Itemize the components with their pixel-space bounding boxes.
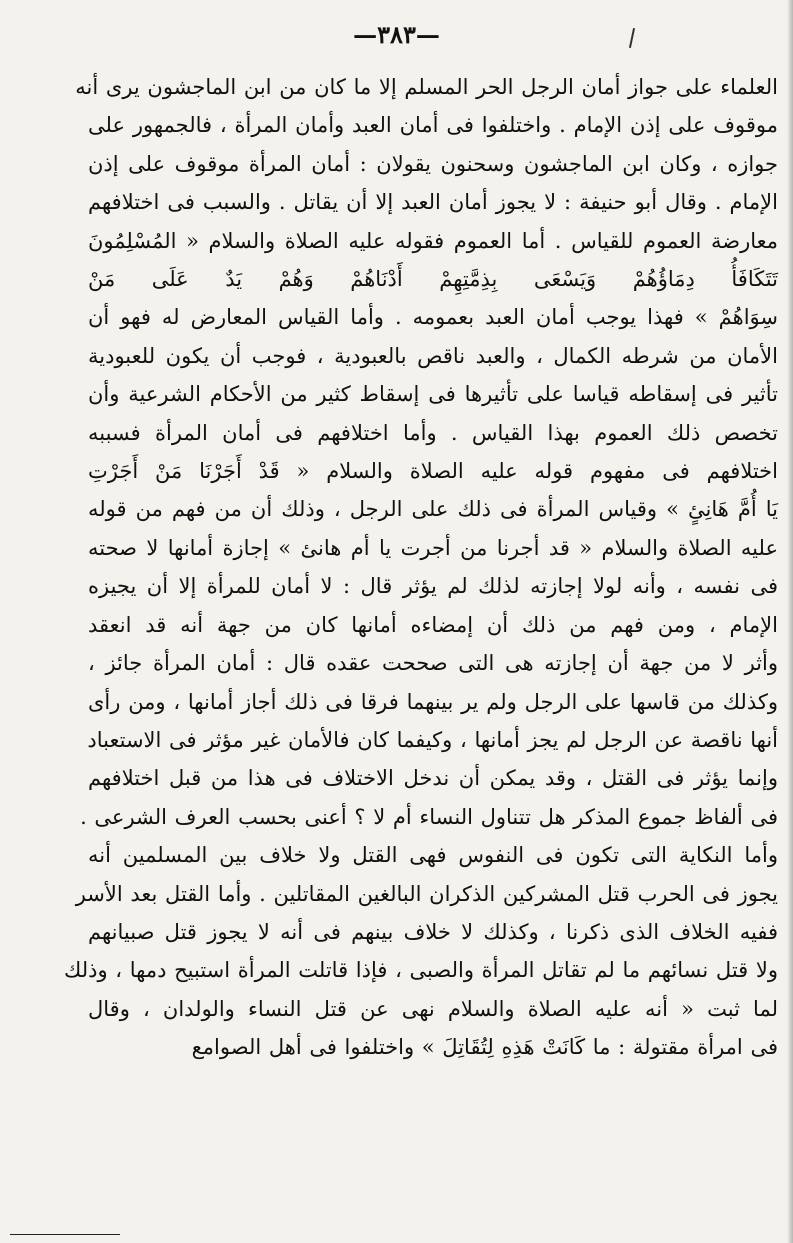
text-line: لما ثبت « أنه عليه الصلاة والسلام نهى عن قتل النساء والولدان ، وقال bbox=[88, 996, 778, 1021]
page-edge-shadow bbox=[787, 0, 793, 1243]
text-line: موقوف على إذن الإمام . واختلفوا فى أمان العبد وأمان المرأة ، فالجمهور على bbox=[88, 113, 778, 138]
text-line: وإنما يؤثر فى القتل ، وقد يمكن أن ندخل الاختلاف فى هذا من قبل اختلافهم bbox=[88, 766, 778, 791]
text-line: الأمان من شرطه الكمال ، والعبد ناقص بالعبودية ، فوجب أن يكون للعبودية bbox=[88, 343, 778, 368]
text-line: معارضة العموم للقياس . أما العموم فقوله عليه الصلاة والسلام « المُسْلِمُونَ bbox=[88, 228, 778, 253]
text-line: سِوَاهُمْ » فهذا يوجب أمان العبد بعمومه . وأما القياس المعارض له فهو أن bbox=[88, 305, 778, 330]
text-line: جوازه ، وكان ابن الماجشون وسحنون يقولان : أمان المرأة موقوف على إذن bbox=[88, 151, 778, 176]
text-line: العلماء على جواز أمان الرجل الحر المسلم إلا ما كان من ابن الماجشون يرى أنه bbox=[75, 75, 778, 99]
text-line: يجوز فى الحرب قتل المشركين الذكران البالغين المقاتلين . وأما القتل بعد الأسر bbox=[75, 881, 778, 906]
text-line: فى ألفاظ جموع المذكر هل تتناول النساء أم لا ؟ أعنى بحسب العرف الشرعى . bbox=[80, 804, 778, 829]
text-line: تأثير فى إسقاطه قياسا على تأثيرها فى إسقاط كثير من الأحكام الشرعية وأن bbox=[88, 382, 778, 407]
text-line: تَتَكَافَأُ دِمَاؤُهُمْ وَيَسْعَى بِذِمَّتِهِمْ أَدْنَاهُمْ وَهُمْ يَدٌ عَلَى مَنْ bbox=[88, 267, 778, 292]
page-number: —٣٨٣— bbox=[353, 20, 440, 49]
text-line: ففيه الخلاف الذى ذكرنا ، وكذلك لا خلاف بينهم فى أنه لا يجوز قتل صبيانهم bbox=[88, 919, 778, 944]
text-line: يَا أُمَّ هَانِئٍ » وقياس المرأة فى ذلك على الرجل ، وذلك أن من فهم من قوله bbox=[88, 497, 778, 522]
text-line: أنها ناقصة عن الرجل لم يجز أمانها ، وكيفما كان فالأمان غير مؤثر فى الاستعباد bbox=[87, 727, 778, 752]
bottom-edge-mark bbox=[10, 1234, 120, 1235]
text-line: عليه الصلاة والسلام « قد أجرنا من أجرت يا أم هانئ » إجازة أمانها لا صحته bbox=[88, 535, 778, 560]
text-line: فى امرأة مقتولة : ما كَانَتْ هَذِهِ لِتُقَاتِلَ » واختلفوا فى أهل الصوامع bbox=[191, 1035, 778, 1060]
text-line: وكذلك من قاسها على الرجل ولم ير بينهما فرقا فى ذلك أجاز أمانها ، ومن رأى bbox=[88, 689, 778, 714]
text-line: ولا قتل نسائهم ما لم تقاتل المرأة والصبى ، فإذا قاتلت المرأة استبيح دمها ، وذلك bbox=[64, 958, 778, 983]
body-text bbox=[64, 68, 778, 1067]
text-line: فى نفسه ، وأنه لولا إجازته لذلك لم يؤثر قال : لا أمان للمرأة إلا أن يجيزه bbox=[88, 574, 778, 599]
text-line: تخصص ذلك العموم بهذا القياس . وأما اختلافهم فى أمان المرأة فسببه bbox=[88, 420, 778, 445]
text-line: الإمام . وقال أبو حنيفة : لا يجوز أمان العبد إلا أن يقاتل . والسبب فى اختلافهم bbox=[88, 190, 778, 215]
text-line: وأثر لا من جهة أن إجازته هى التى صححت عقده قال : أمان المرأة جائز ، bbox=[88, 651, 778, 676]
text-line: الإمام ، ومن فهم من ذلك أن إمضاءه أمانها كان من جهة أنه قد انعقد bbox=[88, 612, 778, 637]
text-line: وأما النكاية التى تكون فى النفوس فهى القتل ولا خلاف بين المسلمين أنه bbox=[88, 843, 778, 868]
text-line: اختلافهم فى مفهوم قوله عليه الصلاة والسلام « قَدْ أَجَرْنَا مَنْ أَجَرْتِ bbox=[88, 459, 778, 484]
